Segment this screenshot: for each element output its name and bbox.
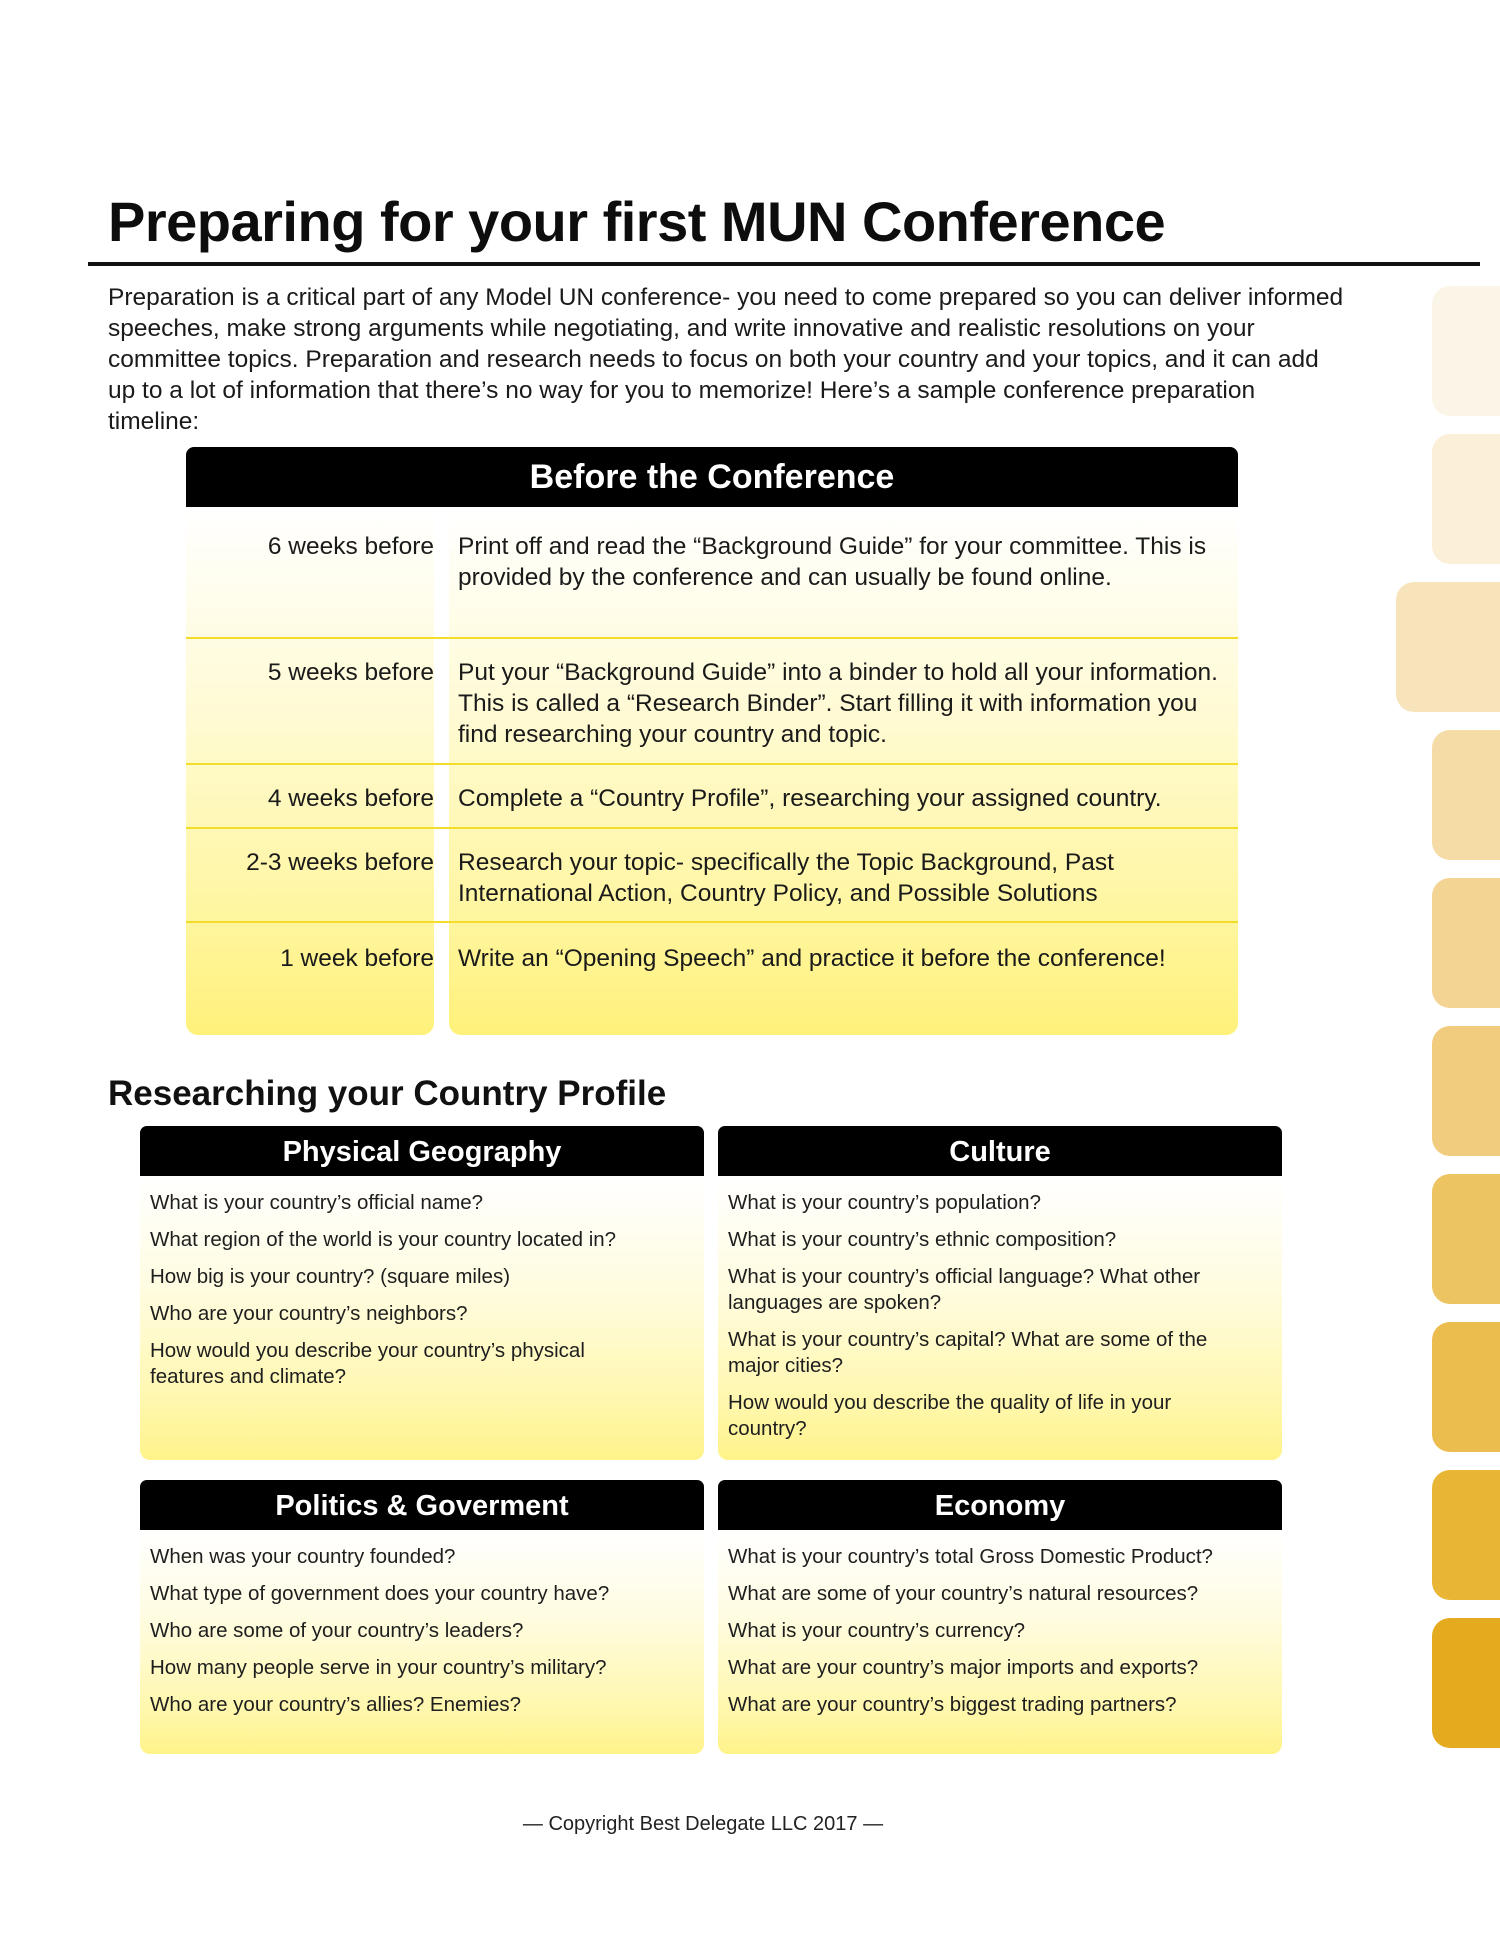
intro-paragraph: Preparation is a critical part of any Model UN conference- you need to come prepared so you can deliver informed speeches, make strong arguments while negotiating, and write innovative and realistic resolutions on your committee topics. Preparation and research needs to focus on both your country and your topics, and it can add up to a lot of information that there’s no way for you to memorize! Here’s a sample conference preparation timeline:: [108, 284, 1344, 435]
timeline-task: Write an “Opening Speech” and practice it before the conference!: [458, 945, 1166, 972]
box-header: Politics & Goverment: [140, 1480, 704, 1530]
question-item: How big is your country? (square miles): [150, 1265, 511, 1288]
timeline-body: [186, 507, 1238, 1035]
question-item: What is your country’s currency?: [728, 1619, 1025, 1642]
question-item: What are your country’s biggest trading partners?: [728, 1693, 1177, 1716]
side-tab-7: [1432, 1174, 1500, 1304]
timeline-task: Print off and read the “Background Guide” for your committee. This is provided by the conference and can usually be found online.: [458, 533, 1207, 591]
timeline-header: Before the Conference: [186, 447, 1238, 507]
box-header: Culture: [718, 1126, 1282, 1176]
question-item: What is your country’s ethnic composition?: [728, 1228, 1117, 1251]
box-body: [140, 1530, 704, 1754]
timeline-task: Research your topic- specifically the Topic Background, Past International Action, Country Policy, and Possible Solutions: [458, 849, 1114, 907]
question-item: What region of the world is your country located in?: [150, 1228, 617, 1251]
side-tab-2: [1432, 434, 1500, 564]
side-tab-6: [1432, 1026, 1500, 1156]
timeline-when: 1 week before: [280, 945, 434, 972]
title-rule: [88, 262, 1480, 266]
timeline-task: Complete a “Country Profile”, researching your assigned country.: [458, 785, 1162, 812]
question-item: What is your country’s total Gross Domestic Product?: [728, 1545, 1213, 1568]
question-item: How would you describe your country’s physical features and climate?: [150, 1339, 585, 1388]
question-item: What is your country’s official name?: [150, 1191, 484, 1214]
question-item: What are your country’s major imports and exports?: [728, 1656, 1199, 1679]
timeline-when: 2-3 weeks before: [246, 849, 434, 876]
side-tab-8: [1432, 1322, 1500, 1452]
side-tab-3: [1396, 582, 1500, 712]
question-item: What type of government does your country have?: [150, 1582, 610, 1605]
side-tab-1: [1432, 286, 1500, 416]
box-body: [718, 1530, 1282, 1754]
timeline-table: [186, 447, 1238, 1035]
side-tab-9: [1432, 1470, 1500, 1600]
question-item: Who are some of your country’s leaders?: [150, 1619, 524, 1642]
timeline-task: Put your “Background Guide” into a binder to hold all your information. This is called a “Research Binder”. Start filling it with information you find researching your country and topic.: [458, 659, 1218, 748]
box-header: Physical Geography: [140, 1126, 704, 1176]
physical-geography-box: [140, 1126, 704, 1460]
culture-box: [718, 1126, 1282, 1460]
question-item: How would you describe the quality of life in your country?: [728, 1391, 1172, 1440]
economy-box: [718, 1480, 1282, 1754]
politics-government-box: [140, 1480, 704, 1754]
box-header: Economy: [718, 1480, 1282, 1530]
side-tab-10: [1432, 1618, 1500, 1748]
page-title: Preparing for your first MUN Conference: [108, 190, 1166, 253]
side-tab-4: [1432, 730, 1500, 860]
side-tab-5: [1432, 878, 1500, 1008]
timeline-separator: [186, 763, 1238, 765]
timeline-when: 5 weeks before: [267, 659, 434, 686]
timeline-separator: [186, 921, 1238, 923]
timeline-separator: [186, 827, 1238, 829]
timeline-separator: [186, 637, 1238, 639]
section-title: Researching your Country Profile: [108, 1074, 667, 1113]
question-item: How many people serve in your country’s military?: [150, 1656, 607, 1679]
question-item: What are some of your country’s natural resources?: [728, 1582, 1199, 1605]
question-item: Who are your country’s neighbors?: [150, 1302, 468, 1325]
question-item: What is your country’s population?: [728, 1191, 1041, 1214]
timeline-when: 4 weeks before: [267, 785, 434, 812]
question-item: What is your country’s capital? What are some of the major cities?: [728, 1328, 1208, 1377]
box-body: [140, 1176, 704, 1460]
question-item: Who are your country’s allies? Enemies?: [150, 1693, 522, 1716]
copyright-footer: — Copyright Best Delegate LLC 2017 —: [522, 1813, 884, 1835]
question-item: When was your country founded?: [150, 1545, 456, 1568]
timeline-when: 6 weeks before: [267, 533, 434, 560]
question-item: What is your country’s official language? What other languages are spoken?: [728, 1265, 1201, 1314]
box-body: [718, 1176, 1282, 1460]
